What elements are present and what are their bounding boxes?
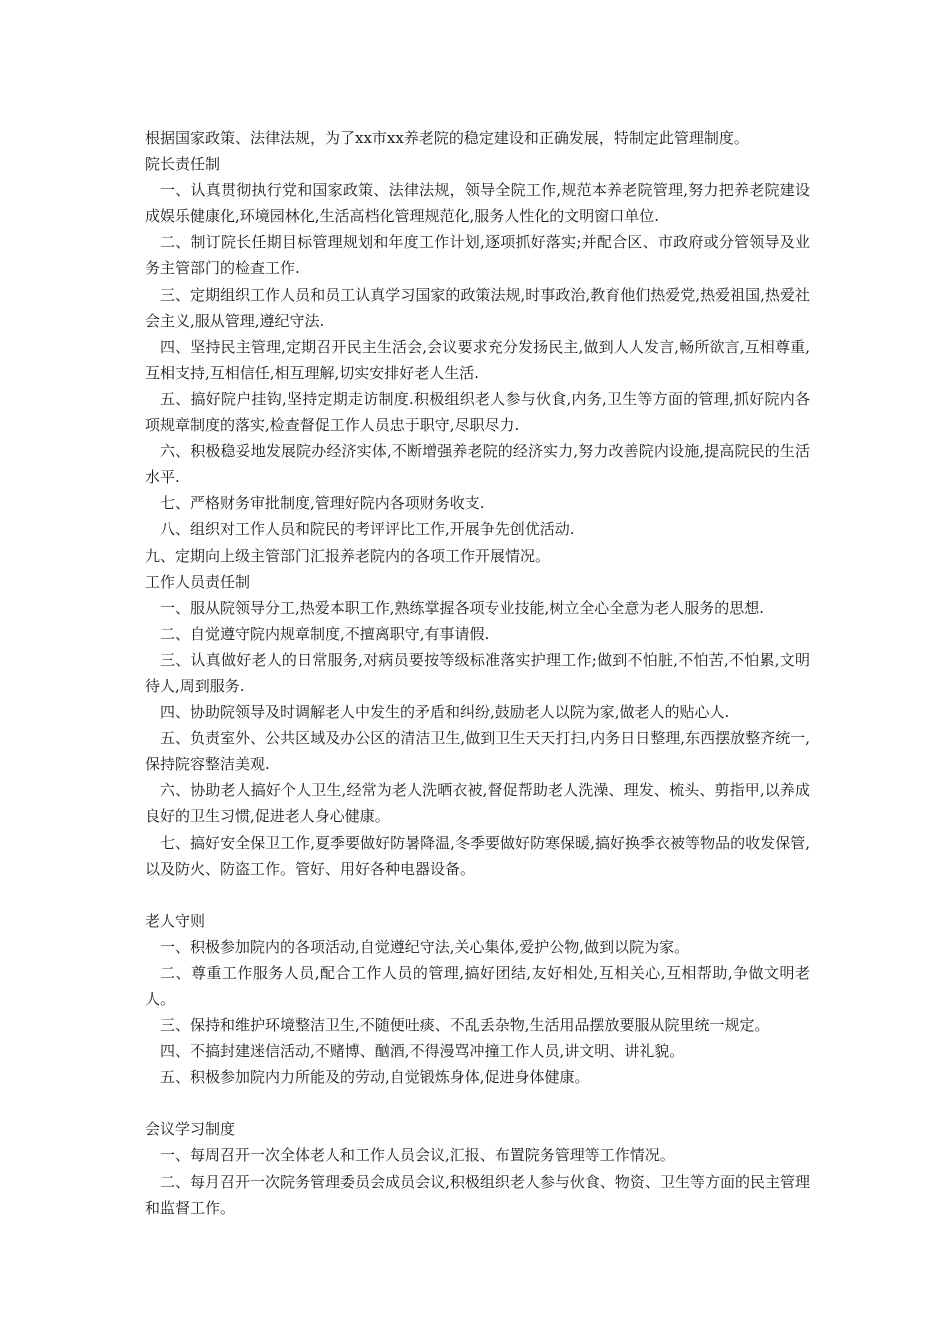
list-item: 六、协助老人搞好个人卫生,经常为老人洗晒衣被,督促帮助老人洗澡、理发、梳头、剪指甲,以养成良好的卫生习惯,促进老人身心健康。 bbox=[145, 781, 810, 826]
list-item: 二、制订院长任期目标管理规划和年度工作计划,逐项抓好落实;并配合区、市政府或分管领导及业务主管部门的检查工作. bbox=[145, 233, 810, 278]
list-item: 七、搞好安全保卫工作,夏季要做好防暑降温,冬季要做好防寒保暖,搞好换季衣被等物品的收发保管,以及防火、防盗工作。管好、用好各种电器设备。 bbox=[145, 833, 810, 878]
list-item: 一、服从院领导分工,热爱本职工作,熟练掌握各项专业技能,树立全心全意为老人服务的思想. bbox=[160, 598, 765, 617]
list-item: 二、尊重工作服务人员,配合工作人员的管理,搞好团结,友好相处,互相关心,互相帮助,争做文明老人。 bbox=[145, 963, 810, 1008]
document-body bbox=[145, 125, 810, 1221]
list-item: 一、认真贯彻执行党和国家政策、法律法规，领导全院工作,规范本养老院管理,努力把养老院建设成娱乐健康化,环境园林化,生活高档化管理规范化,服务人性化的文明窗口单位. bbox=[145, 181, 810, 226]
list-item: 八、组织对工作人员和院民的考评评比工作,开展争先创优活动. bbox=[160, 520, 575, 539]
list-item: 三、定期组织工作人员和员工认真学习国家的政策法规,时事政治,教育他们热爱党,热爱祖国,热爱社会主义,服从管理,遵纪守法. bbox=[145, 285, 810, 330]
list-item: 四、协助院领导及时调解老人中发生的矛盾和纠纷,鼓励老人以院为家,做老人的贴心人. bbox=[160, 703, 730, 722]
list-item: 六、积极稳妥地发展院办经济实体,不断增强养老院的经济实力,努力改善院内设施,提高院民的生活水平. bbox=[145, 442, 810, 487]
list-item: 二、自觉遵守院内规章制度,不擅离职守,有事请假. bbox=[160, 624, 490, 643]
list-item: 九、定期向上级主管部门汇报养老院内的各项工作开展情况。 bbox=[145, 546, 551, 565]
list-item: 三、认真做好老人的日常服务,对病员要按等级标准落实护理工作;做到不怕脏,不怕苦,不怕累,文明待人,周到服务. bbox=[145, 650, 810, 695]
section-meeting-study bbox=[145, 1116, 810, 1220]
section-heading: 会议学习制度 bbox=[145, 1120, 236, 1139]
list-item: 四、不搞封建迷信活动,不赌博、酗酒,不得漫骂冲撞工作人员,讲文明、讲礼貌。 bbox=[160, 1042, 685, 1061]
list-item: 三、保持和维护环境整洁卫生,不随便吐痰、不乱丢杂物,生活用品摆放要服从院里统一规定。 bbox=[160, 1016, 770, 1035]
section-director-responsibility bbox=[145, 151, 810, 569]
intro-paragraph: 根据国家政策、法律法规，为了xx市xx养老院的稳定建设和正确发展，特制定此管理制度。 bbox=[145, 129, 749, 147]
section-staff-responsibility bbox=[145, 569, 810, 882]
section-heading: 工作人员责任制 bbox=[145, 572, 251, 591]
section-elder-rules bbox=[145, 908, 810, 1091]
list-item: 四、坚持民主管理,定期召开民主生活会,会议要求充分发扬民主,做到人人发言,畅所欲言,互相尊重,互相支持,互相信任,相互理解,切实安排好老人生活. bbox=[145, 337, 810, 382]
list-item: 一、积极参加院内的各项活动,自觉遵纪守法,关心集体,爱护公物,做到以院为家。 bbox=[160, 937, 690, 956]
list-item: 五、积极参加院内力所能及的劳动,自觉锻炼身体,促进身体健康。 bbox=[160, 1068, 590, 1087]
list-item: 五、搞好院户挂钩,坚持定期走访制度.积极组织老人参与伙食,内务,卫生等方面的管理,抓好院内各项规章制度的落实,检查督促工作人员忠于职守,尽职尽力. bbox=[145, 389, 810, 435]
section-heading: 老人守则 bbox=[145, 911, 206, 930]
list-item: 五、负责室外、公共区域及办公区的清洁卫生,做到卫生天天打扫,内务日日整理,东西摆放整齐统一,保持院容整洁美观. bbox=[145, 729, 810, 774]
section-heading: 院长责任制 bbox=[145, 155, 221, 174]
list-item: 一、每周召开一次全体老人和工作人员会议,汇报、布置院务管理等工作情况。 bbox=[160, 1146, 675, 1165]
list-item: 二、每月召开一次院务管理委员会成员会议,积极组织老人参与伙食、物资、卫生等方面的民主管理和监督工作。 bbox=[145, 1172, 810, 1217]
list-item: 七、严格财务审批制度,管理好院内各项财务收支. bbox=[160, 494, 485, 513]
